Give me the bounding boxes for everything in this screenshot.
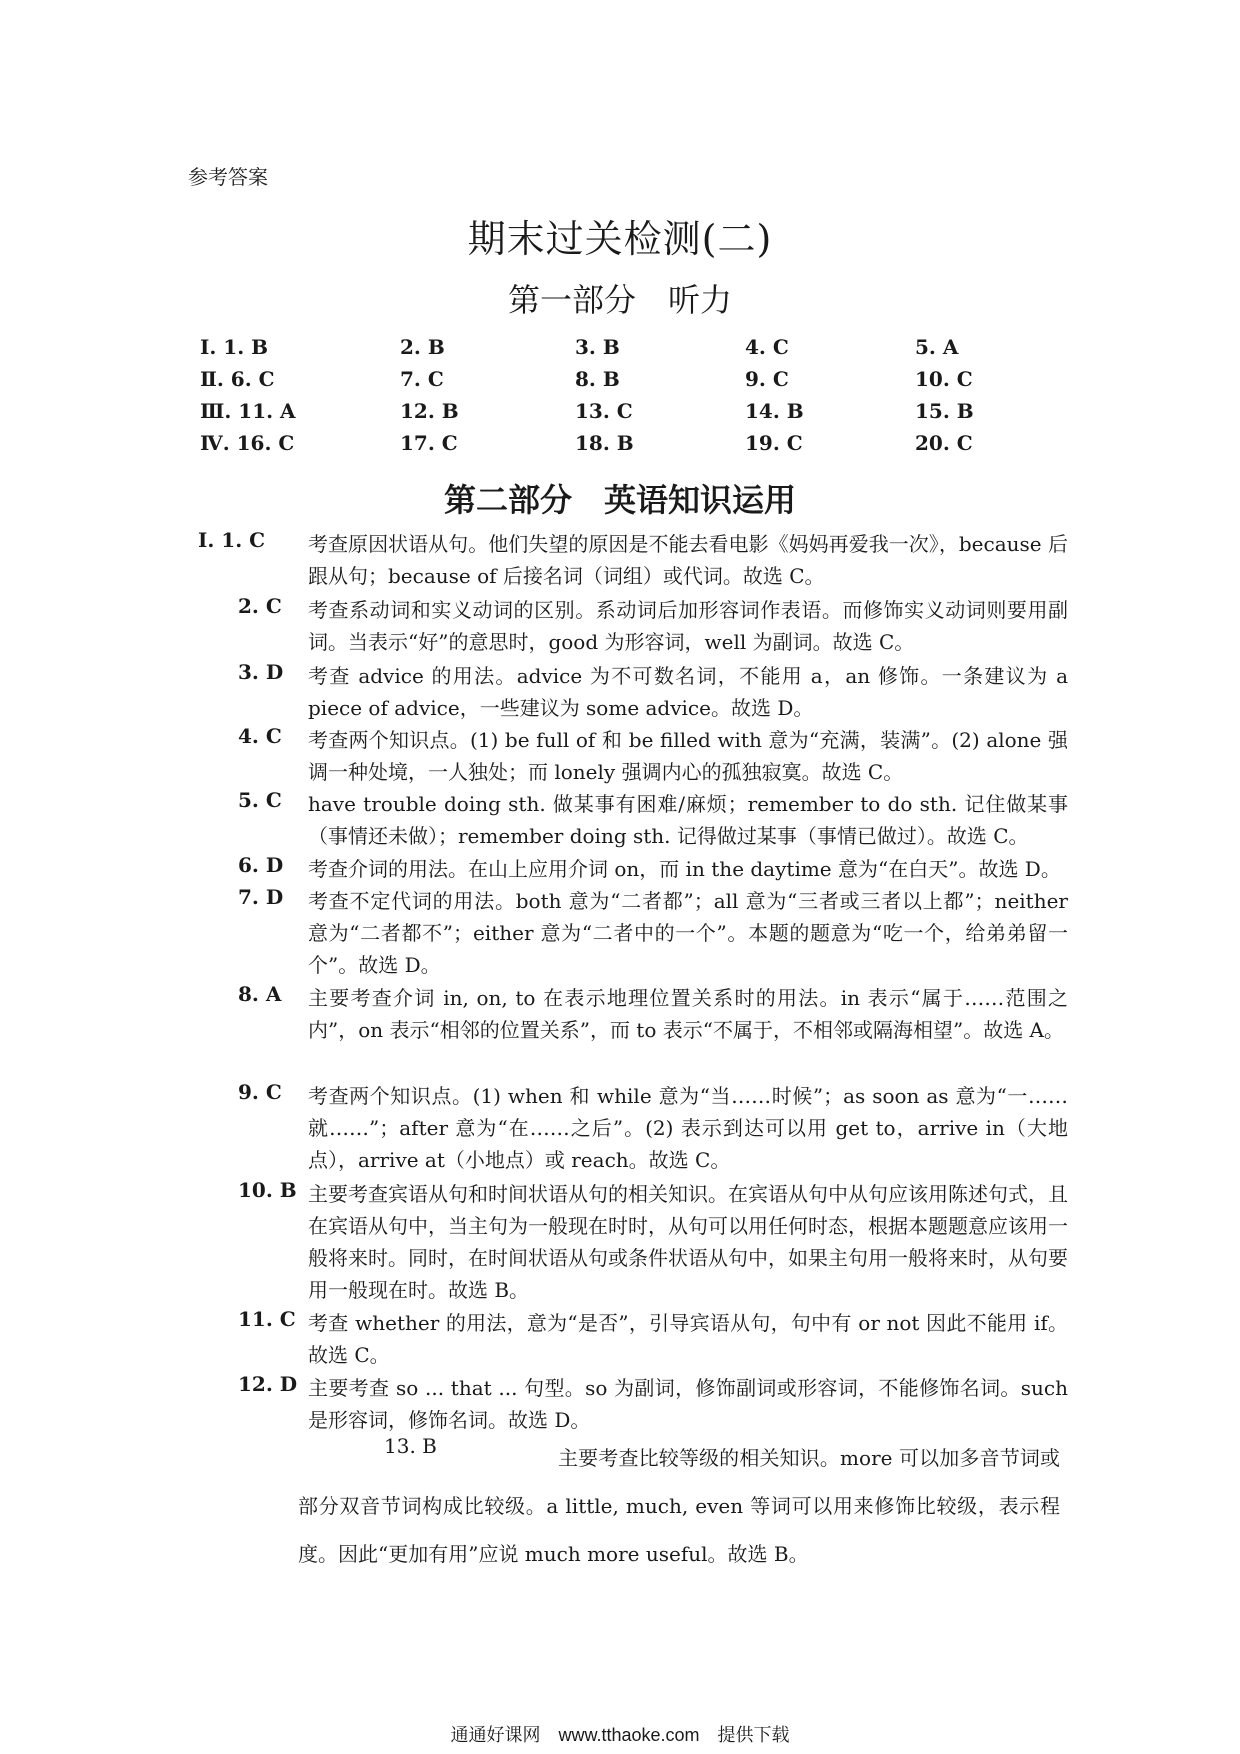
item-number: 12. D <box>238 1372 298 1396</box>
answer-cell: Ⅰ. 1. B <box>200 335 269 359</box>
item-text: 主要考查介词 in, on, to 在表示地理位置关系时的用法。in 表示“属于……范围之内”，on 表示“相邻的位置关系”，而 to 表示“不属于，不相邻或隔海相望”。故选 A。 <box>308 986 1068 1042</box>
item-number: 3. D <box>238 660 284 684</box>
answer-row <box>200 367 1020 399</box>
item-text: 考查系动词和实义动词的区别。系动词后加形容词作表语。而修饰实义动词则要用副词。当表示“好”的意思时，good 为形容词，well 为副词。故选 C。 <box>308 598 1068 654</box>
page-title: 期末过关检测(二) <box>467 217 773 261</box>
item-text: 考查两个知识点。(1) when 和 while 意为“当……时候”；as soon as 意为“一……就……”；after 意为“在……之后”。(2) 表示到达可以用 get to，arrive in（大地点），arrive at（小地点）或 reach。故选 C。 <box>308 1084 1068 1172</box>
answer-cell: 7. C <box>400 367 444 391</box>
answer-cell: 13. C <box>575 399 633 423</box>
item-number: 13. B <box>384 1434 437 1458</box>
footer-source: 通通好课网 www.tthaoke.com 提供下载 <box>450 1725 790 1745</box>
item-number: 11. C <box>238 1307 296 1331</box>
answer-row <box>200 431 1020 463</box>
item-text: 主要考查 so ... that ... 句型。so 为副词，修饰副词或形容词，不能修饰名词。such 是形容词，修饰名词。故选 D。 <box>308 1376 1068 1432</box>
item-number: 2. C <box>238 594 282 618</box>
answer-cell: 20. C <box>915 431 973 455</box>
item-number: 9. C <box>238 1080 282 1104</box>
answer-row <box>200 399 1020 431</box>
item-text: 考查 whether 的用法，意为“是否”，引导宾语从句，句中有 or not 因此不能用 if。故选 C。 <box>308 1311 1068 1367</box>
answer-cell: 12. B <box>400 399 459 423</box>
answer-cell: 8. B <box>575 367 620 391</box>
answer-cell: 5. A <box>915 335 959 359</box>
item-text: have trouble doing sth. 做某事有困难/麻烦；remember to do sth. 记住做某事（事情还未做）；remember doing sth. 记得做过某事（事情已做过）。故选 C。 <box>308 792 1068 848</box>
answer-grid <box>200 335 1020 463</box>
answer-cell: 2. B <box>400 335 445 359</box>
item-text: 考查原因状语从句。他们失望的原因是不能去看电影《妈妈再爱我一次》，because 后跟从句；because of 后接名词（词组）或代词。故选 C。 <box>308 532 1068 588</box>
answer-cell: Ⅳ. 16. C <box>200 431 295 455</box>
answer-cell: 10. C <box>915 367 973 391</box>
item-text: 考查 advice 的用法。advice 为不可数名词，不能用 a，an 修饰。一条建议为 a piece of advice，一些建议为 some advice。故选 D。 <box>308 664 1068 720</box>
answer-cell: 14. B <box>745 399 804 423</box>
answer-cell: 9. C <box>745 367 789 391</box>
answer-cell: 15. B <box>915 399 974 423</box>
part1-title: 第一部分 听力 <box>507 281 732 319</box>
answer-cell: Ⅱ. 6. C <box>200 367 275 391</box>
item-text: 主要考查宾语从句和时间状语从句的相关知识。在宾语从句中从句应该用陈述句式，且在宾语从句中，当主句为一般现在时时，从句可以用任何时态，根据本题题意应该用一般将来时。同时，在时间状语从句或条件状语从句中，如果主句用一般将来时，从句要用一般现在时。故选 B。 <box>308 1182 1068 1302</box>
item-number: 5. C <box>238 788 282 812</box>
item-text: 考查介词的用法。在山上应用介词 on，而 in the daytime 意为“在白天”。故选 D。 <box>308 857 1061 881</box>
answer-cell: 3. B <box>575 335 620 359</box>
answer-cell: 18. B <box>575 431 634 455</box>
item-text: 主要考查比较等级的相关知识。more 可以加多音节词或部分双音节词构成比较级。a little, much, even 等词可以用来修饰比较级，表示程度。因此“更加有用”应说 much more useful。故选 B。 <box>298 1446 1060 1566</box>
answer-cell: 4. C <box>745 335 789 359</box>
answer-cell: Ⅲ. 11. A <box>200 399 296 423</box>
part2-title: 第二部分 英语知识运用 <box>443 481 796 519</box>
item-number: 7. D <box>238 885 284 909</box>
item-number: 4. C <box>238 724 282 748</box>
item-number: 8. A <box>238 982 282 1006</box>
header-label: 参考答案 <box>188 165 268 189</box>
item-number: 6. D <box>238 853 284 877</box>
answer-cell: 19. C <box>745 431 803 455</box>
item-text: 考查两个知识点。(1) be full of 和 be filled with 意为“充满，装满”。(2) alone 强调一种处境，一人独处；而 lonely 强调内心的孤独寂寞。故选 C。 <box>308 728 1068 784</box>
item-number: 10. B <box>238 1178 297 1202</box>
answer-cell: 17. C <box>400 431 458 455</box>
answer-row <box>200 335 1020 367</box>
item-text: 考查不定代词的用法。both 意为“二者都”；all 意为“三者或三者以上都”；neither 意为“二者都不”；either 意为“二者中的一个”。本题的题意为“吃一个，给弟弟留一个”。故选 D。 <box>308 889 1068 977</box>
item-number: Ⅰ. 1. C <box>198 528 266 552</box>
